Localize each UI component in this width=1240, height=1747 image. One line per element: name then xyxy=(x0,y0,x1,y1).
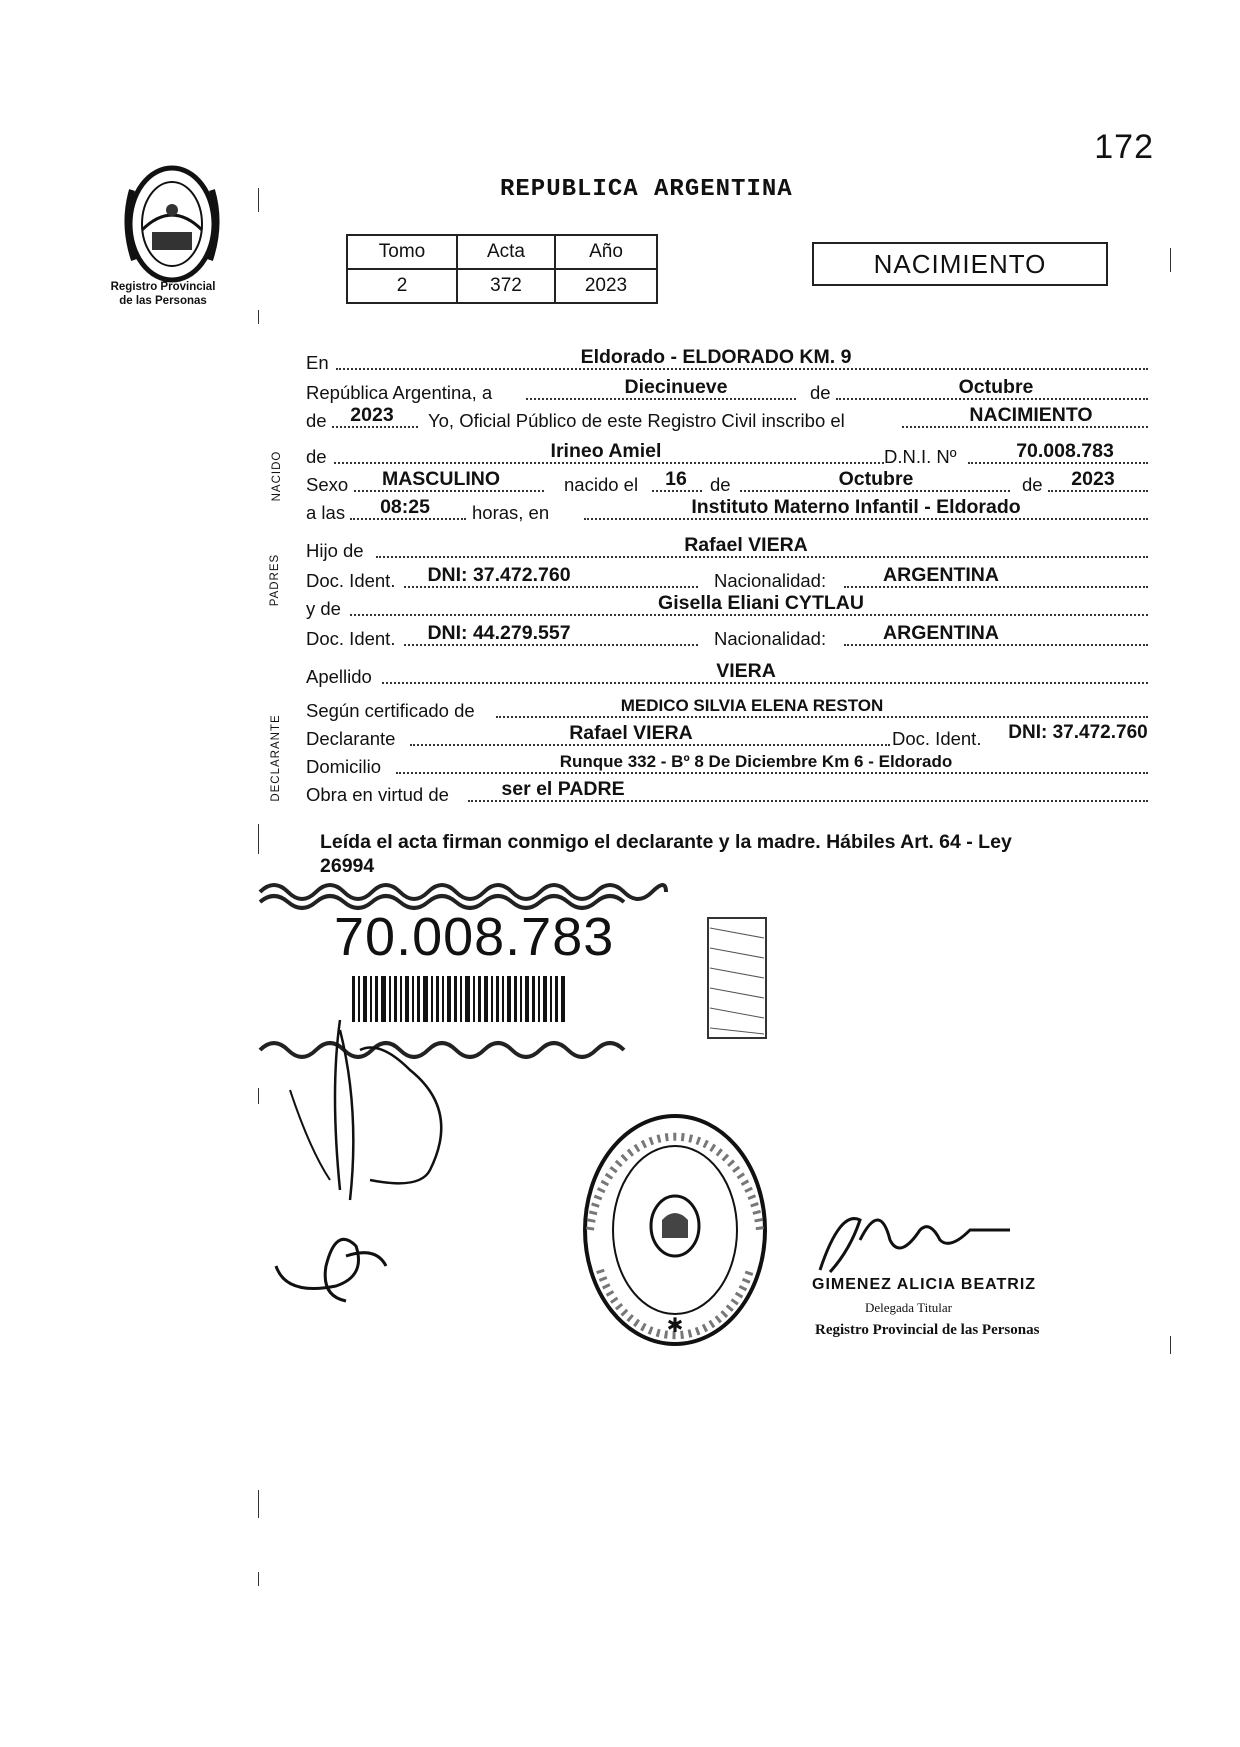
anio-value: 2023 xyxy=(555,269,657,303)
closing-text xyxy=(320,830,1150,878)
row-declarante xyxy=(306,722,1156,752)
doc-padre-value: DNI: 37.472.760 xyxy=(427,564,571,586)
registry-header-row xyxy=(347,235,657,269)
dotted-line xyxy=(496,716,1148,718)
closing-text-line1: Leída el acta firman conmigo el declarante y la madre. Hábiles Art. 64 - Ley xyxy=(320,831,1012,853)
declarant-signature xyxy=(270,1010,470,1210)
row-doc-padre xyxy=(306,564,1156,594)
mother-signature xyxy=(266,1226,396,1306)
dni-label: D.N.I. Nº xyxy=(884,446,957,467)
logo-caption xyxy=(88,280,238,308)
lugar-value: Eldorado - ELDORADO KM. 9 xyxy=(580,346,852,368)
svg-text:✱: ✱ xyxy=(666,1315,684,1337)
de-label: de xyxy=(1022,474,1043,495)
row-domicilio xyxy=(306,750,1156,780)
page-number: 172 xyxy=(1094,128,1154,166)
nombre-nacido-value: Irineo Amiel xyxy=(550,440,662,462)
official-signature xyxy=(800,1200,1020,1280)
anio-header: Año xyxy=(555,235,657,269)
dotted-line xyxy=(396,772,1148,774)
signatory-org: Registro Provincial de las Personas xyxy=(815,1322,1040,1338)
hijo-de-label: Hijo de xyxy=(306,540,364,561)
row-sexo xyxy=(306,468,1156,498)
mes-nacimiento-value: Octubre xyxy=(838,468,914,490)
domicilio-label: Domicilio xyxy=(306,756,382,777)
nacionalidad-label: Nacionalidad: xyxy=(714,570,827,591)
margin-mark xyxy=(258,824,259,854)
de-label: de xyxy=(810,382,831,403)
delegation-oval-seal xyxy=(580,1110,770,1350)
nacionalidad-label: Nacionalidad: xyxy=(714,628,827,649)
madre-value: Gisella Eliani CYTLAU xyxy=(658,592,864,614)
sexo-label: Sexo xyxy=(306,474,349,495)
section-label-declarante: DECLARANTE xyxy=(270,714,282,802)
de-label: de xyxy=(710,474,731,495)
declarante-value: Rafael VIERA xyxy=(569,722,693,744)
margin-mark xyxy=(258,1490,259,1518)
row-apellido xyxy=(306,660,1156,690)
acto-value: NACIMIENTO xyxy=(969,404,1093,426)
signatory-role: Delegada Titular xyxy=(865,1300,953,1315)
row-madre xyxy=(306,592,1156,622)
row-lugar xyxy=(306,346,1156,376)
anio-nacimiento-value: 2023 xyxy=(1071,468,1115,490)
de-label: de xyxy=(306,410,327,431)
mes-inscripcion-value: Octubre xyxy=(958,376,1034,398)
margin-mark xyxy=(1170,248,1171,272)
closing-text-line2: 26994 xyxy=(320,855,375,877)
y-de-label: y de xyxy=(306,598,341,619)
sexo-value: MASCULINO xyxy=(381,468,501,490)
logo-caption-line2: de las Personas xyxy=(119,295,207,307)
row-nombre-nacido xyxy=(306,440,1156,470)
dni-nacido-value: 70.008.783 xyxy=(1016,440,1114,462)
registry-table xyxy=(346,234,658,304)
row-fecha-inscripcion xyxy=(306,376,1156,406)
registry-value-row xyxy=(347,269,657,303)
acta-value: 372 xyxy=(457,269,555,303)
tomo-header: Tomo xyxy=(347,235,457,269)
anio-inscripcion-value: 2023 xyxy=(350,404,394,426)
row-certificado xyxy=(306,694,1156,724)
row-doc-madre xyxy=(306,622,1156,652)
dia-nacimiento-value: 16 xyxy=(665,468,687,490)
hologram-box xyxy=(708,918,766,1038)
signatory-name: GIMENEZ ALICIA BEATRIZ xyxy=(812,1276,1037,1293)
hora-value: 08:25 xyxy=(380,496,430,518)
de-label: de xyxy=(306,446,327,467)
certificado-label: Según certificado de xyxy=(306,700,475,721)
apellido-value: VIERA xyxy=(716,660,776,682)
republica-label: República Argentina, a xyxy=(306,382,493,403)
acta-header: Acta xyxy=(457,235,555,269)
nacido-el-label: nacido el xyxy=(564,474,639,495)
margin-mark xyxy=(258,1088,259,1104)
stamp-number: 70.008.783 xyxy=(334,907,615,967)
margin-mark xyxy=(258,1572,259,1586)
margin-mark xyxy=(258,188,259,212)
nacionalidad-padre-value: ARGENTINA xyxy=(883,564,999,586)
margin-mark xyxy=(1170,1336,1171,1354)
margin-mark xyxy=(258,310,259,324)
declarante-label: Declarante xyxy=(306,728,396,749)
obra-label: Obra en virtud de xyxy=(306,784,449,805)
padre-value: Rafael VIERA xyxy=(684,534,808,556)
section-label-padres: PADRES xyxy=(269,553,281,607)
en-label: En xyxy=(306,352,329,373)
row-padre xyxy=(306,534,1156,564)
obra-value: ser el PADRE xyxy=(501,778,625,800)
act-type-box: NACIMIENTO xyxy=(812,242,1108,286)
provincial-seal-logo xyxy=(112,160,232,290)
wavy-border-top xyxy=(260,885,666,908)
oficial-text: Yo, Oficial Público de este Registro Civil inscribo el xyxy=(428,410,845,431)
horas-en-label: horas, en xyxy=(472,502,550,523)
domicilio-value: Runque 332 - Bº 8 De Diciembre Km 6 - Eldorado xyxy=(559,752,953,771)
doc-ident-label: Doc. Ident. xyxy=(306,570,396,591)
nacionalidad-madre-value: ARGENTINA xyxy=(883,622,999,644)
row-acto xyxy=(306,404,1156,434)
doc-madre-value: DNI: 44.279.557 xyxy=(427,622,571,644)
doc-ident-label: Doc. Ident. xyxy=(892,728,982,749)
document-title: REPUBLICA ARGENTINA xyxy=(500,176,793,203)
doc-ident-label: Doc. Ident. xyxy=(306,628,396,649)
lugar-nacimiento-value: Instituto Materno Infantil - Eldorado xyxy=(691,496,1021,518)
logo-caption-line1: Registro Provincial xyxy=(110,281,216,293)
section-label-nacido: NACIDO xyxy=(271,450,283,502)
tomo-value: 2 xyxy=(347,269,457,303)
row-obra xyxy=(306,778,1156,808)
apellido-label: Apellido xyxy=(306,666,372,687)
a-las-label: a las xyxy=(306,502,346,523)
row-hora xyxy=(306,496,1156,526)
dia-letras-value: Diecinueve xyxy=(624,376,728,398)
certificado-value: MEDICO SILVIA ELENA RESTON xyxy=(620,696,884,715)
doc-declarante-value: DNI: 37.472.760 xyxy=(1008,722,1148,743)
